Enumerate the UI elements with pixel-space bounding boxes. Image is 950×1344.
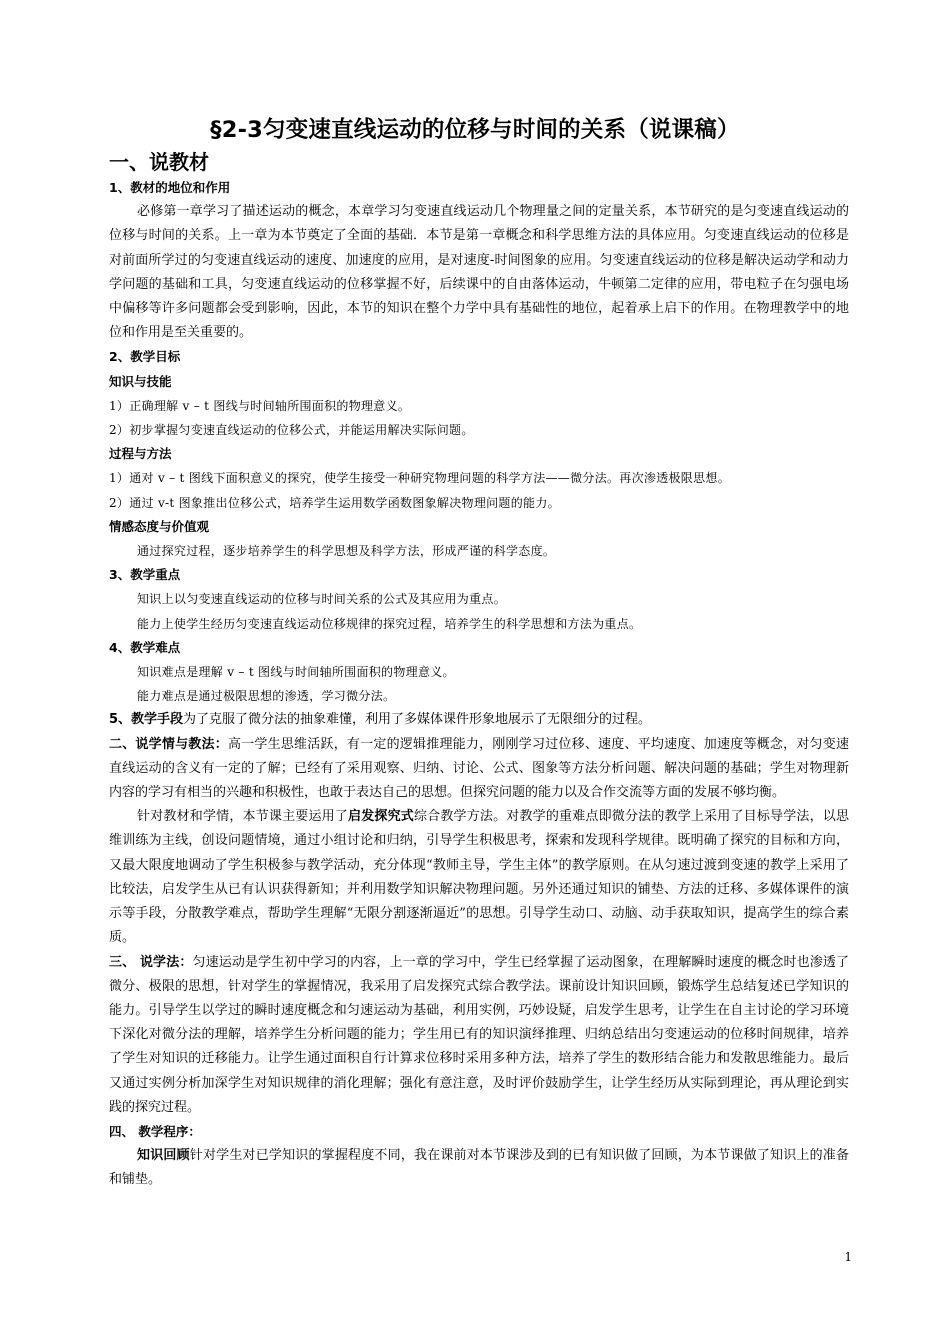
text-teaching-means: 为了克服了微分法的抽象难懂，利用了多媒体课件形象地展示了无限细分的过程。 xyxy=(183,712,652,728)
key-point-2: 能力上使学生经历匀变速直线运动位移规律的探究过程，培养学生的科学思想和方法为重点。 xyxy=(137,616,642,631)
text-teaching-method-pre: 针对教材和学情，本节课主要运用了 xyxy=(137,809,349,825)
subheading-key-points: 3、教学重点 xyxy=(109,567,181,583)
section-heading-1: 一、说教材 xyxy=(109,150,209,174)
difficulty-1: 知识难点是理解 v – t 图线与时间轴所围面积的物理意义。 xyxy=(137,665,455,680)
lead-knowledge-review: 知识回顾 xyxy=(137,1148,190,1164)
subheading-knowledge-skills: 知识与技能 xyxy=(109,373,172,389)
goal-emotion-1: 通过探究过程，逐步培养学生的科学思想及科学方法，形成严谨的科学态度。 xyxy=(137,544,556,559)
text-knowledge-review: 针对学生对已学知识的掌握程度不同，我在课前对本节课涉及到的已有知识做了回顾，为本节课做了知识上的准备和铺垫。 xyxy=(109,1148,849,1188)
text-learning-method: 匀速运动是学生初中学习的内容，上一章的学习中，学生已经掌握了运动图象，在理解瞬时速度的概念时也渗透了微分、极限的思想，针对学生的掌握情况，我采用了启发探究式综合教学法。课前设计知识回顾，锻炼学生总结复述已学知识的能力。引导学生以学过的瞬时速度概念和匀速运动为基础，利用实例，巧妙设疑，启发学生思考，让学生在自主讨论的学习环境下深化对微分法的理解，培养学生分析问题的能力；学生用已有的知识演绎推理、归纳总结出匀变速运动的位移时间规律，培养了学生对知识的迁移能力。让学生通过面积自行计算求位移时采用多种方法，培养了学生的数形结合能力和发散思维能力。最后又通过实例分析加深学生对知识规律的消化理解；强化有意注意，及时评价鼓励学生，让学生经历从实际到理论，再从理论到实践的探究过程。 xyxy=(109,954,849,1115)
goal-knowledge-1: 1）正确理解 v – t 图线与时间轴所围面积的物理意义。 xyxy=(109,398,411,413)
paragraph-teaching-method xyxy=(109,805,849,950)
paragraph-learning-method xyxy=(109,951,849,1120)
text-teaching-method-post: 综合教学方法。对教学的重难点即微分法的教学上采用了目标导学法，以思维训练为主线，创设问题情境，通过小组讨论和归纳，引导学生积极思考，探索和发现科学规律。既明确了探究的目标和方向，又最大限度地调动了学生积极参与教学活动，充分体现“教师主导，学生主体”的教学原则。在从匀速过渡到变速的教学上采用了比较法，启发学生从已有认识获得新知；并利用数学知识解决物理问题。另外还通过知识的铺垫、方法的迁移、多媒体课件的演示等手段，分散教学难点，帮助学生理解“无限分割逐渐逼近”的思想。引导学生动口、动脑、动手获取知识，提高学生的综合素质。 xyxy=(109,809,849,946)
paragraph-position-role: 必修第一章学习了描述运动的概念，本章学习匀变速直线运动几个物理量之间的定量关系，本节研究的是匀变速直线运动的位移与时间的关系。上一章为本节奠定了全面的基础．本节是第一章概念和科学思维方法的具体应用。匀变速直线运动的位移是对前面所学过的匀变速直线运动的速度、加速度的应用，是对速度-时间图象的应用。匀变速直线运动的位移是解决运动学和动力学问题的基础和工具，匀变速直线运动的位移掌握不好，后续课中的自由落体运动，牛顿第二定律的应用，带电粒子在匀强电场中偏移等许多问题都会受到影响，因此，本节的知识在整个力学中具有基础性的地位，起着承上启下的作用。在物理教学中的地位和作用是至关重要的。 xyxy=(109,204,849,341)
subheading-process-method: 过程与方法 xyxy=(109,446,172,462)
document-body xyxy=(109,149,849,1193)
goal-knowledge-2: 2）初步掌握匀变速直线运动的位移公式，并能运用解决实际问题。 xyxy=(109,423,474,438)
lead-teaching-means: 5、教学手段 xyxy=(109,712,184,728)
subheading-emotion-values: 情感态度与价值观 xyxy=(109,518,210,534)
goal-process-2: 2）通过 v-t 图象推出位移公式，培养学生运用数学函数图象解决物理问题的能力。 xyxy=(109,495,560,510)
text-student-situation: 高一学生思维活跃，有一定的逻辑推理能力，刚刚学习过位移、速度、平均速度、加速度等概念，对匀变速直线运动的含义有一定的了解；已经有了采用观察、归纳、讨论、公式、图象等方法分析问题、解决问题的基础；学生对物理新内容的学习有相当的兴趣和积极性，也敢于表达自己的思想。但探究问题的能力以及合作交流等方面的发展不够均衡。 xyxy=(109,736,849,801)
emphasis-inquiry-method: 启发探究式 xyxy=(348,809,414,825)
section-heading-2: 二、说学情与教法： xyxy=(109,736,228,752)
key-point-1: 知识上以匀变速直线运动的位移与时间关系的公式及其应用为重点。 xyxy=(137,592,507,607)
subheading-difficulties: 4、教学难点 xyxy=(109,639,181,655)
paragraph-student-situation xyxy=(109,733,849,806)
paragraph-knowledge-review xyxy=(109,1144,849,1192)
section-heading-4: 四、 教学程序： xyxy=(109,1123,201,1139)
paragraph-teaching-means xyxy=(109,708,849,732)
document-title: §2-3匀变速直线运动的位移与时间的关系（说课稿） xyxy=(210,117,740,143)
subheading-teaching-goals: 2、教学目标 xyxy=(109,349,181,365)
goal-process-1: 1）通对 v – t 图线下面积意义的探究，使学生接受一种研究物理问题的科学方法——微分法。再次渗透极限思想。 xyxy=(109,471,730,486)
page-number: 1 xyxy=(844,1250,852,1264)
section-heading-3: 三、 说学法： xyxy=(109,954,193,970)
subheading-position-role: 1、教材的地位和作用 xyxy=(109,180,231,195)
difficulty-2: 能力难点是通过极限思想的渗透，学习微分法。 xyxy=(137,689,396,704)
